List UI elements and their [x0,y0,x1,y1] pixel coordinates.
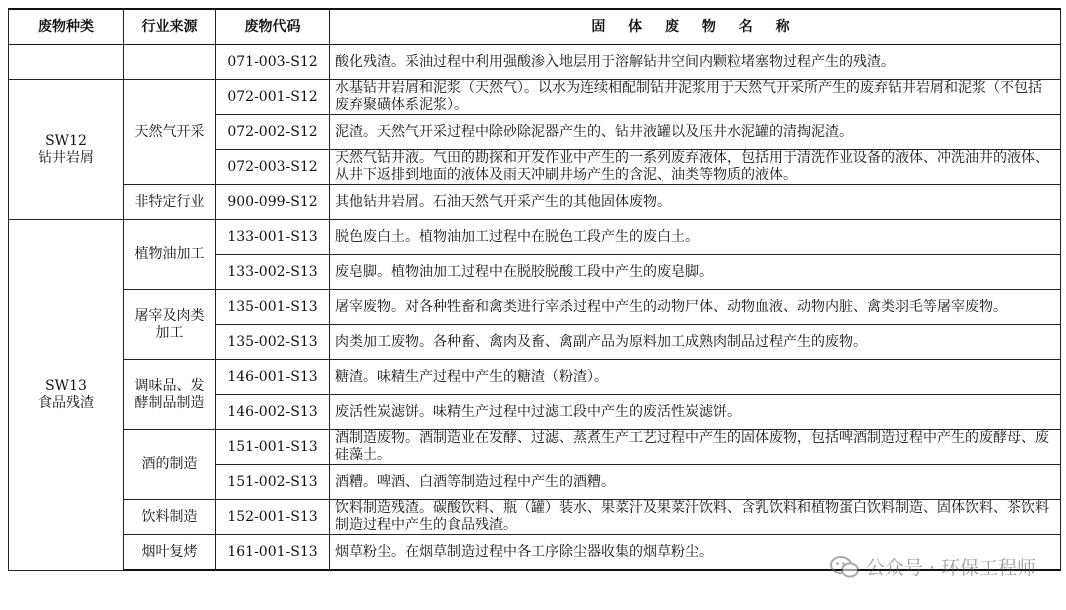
table-row [9,430,1061,465]
waste-code: 151-001-S13 [216,430,330,465]
category-code: SW12 [45,132,87,149]
waste-code: 133-002-S13 [216,255,330,290]
industry-cell: 天然气开采 [124,80,216,185]
waste-description: 脱色废白土。植物油加工过程中在脱色工段产生的废白土。 [330,220,1061,255]
table-row [9,80,1061,115]
waste-code: 072-002-S12 [216,115,330,150]
waste-table [8,8,1061,571]
table-row [9,535,1061,571]
header-name: 固 体 废 物 名 称 [330,9,1061,45]
header-code: 废物代码 [216,9,330,45]
waste-code: 146-002-S13 [216,395,330,430]
waste-code: 161-001-S13 [216,535,330,571]
watermark-text: 公众号 · 环保工程师 [865,557,1036,579]
category-cell-sw12 [9,80,124,220]
waste-code: 151-002-S13 [216,465,330,500]
header-row [9,9,1061,45]
waste-code: 135-001-S13 [216,290,330,325]
table-row [9,360,1061,395]
waste-description: 屠宰废物。对各种牲畜和禽类进行宰杀过程中产生的动物尸体、动物血液、动物内脏、禽类羽毛等屠宰废物。 [330,290,1061,325]
waste-description: 天然气钻井液。气田的勘探和开发作业中产生的一系列废弃液体，包括用于清洗作业设备的液体、冲洗油井的液体、从井下返排到地面的液体及雨天冲刷井场产生的含泥、油类等物质的液体。 [330,150,1061,185]
waste-description: 肉类加工废物。各种畜、禽肉及畜、禽副产品为原料加工成熟肉制品过程产生的废物。 [330,325,1061,360]
industry-cell: 非特定行业 [124,185,216,220]
industry-cell: 调味品、发酵制品制造 [124,360,216,430]
industry-cell: 烟叶复烤 [124,535,216,571]
waste-description: 泥渣。天然气开采过程中除砂除泥器产生的、钻井液罐以及压井水泥罐的清掏泥渣。 [330,115,1061,150]
waste-description: 废皂脚。植物油加工过程中在脱胶脱酸工段中产生的废皂脚。 [330,255,1061,290]
waste-description: 废活性炭滤饼。味精生产过程中过滤工段中产生的废活性炭滤饼。 [330,395,1061,430]
table-row [9,45,1061,80]
table-row [9,220,1061,255]
table-row [9,290,1061,325]
waste-description: 酒糟。啤酒、白酒等制造过程中产生的酒糟。 [330,465,1061,500]
header-category: 废物种类 [9,9,124,45]
waste-code: 072-001-S12 [216,80,330,115]
table-row [9,185,1061,220]
industry-cell: 植物油加工 [124,220,216,290]
waste-code: 152-001-S13 [216,500,330,535]
waste-description: 酸化残渣。采油过程中利用强酸渗入地层用于溶解钻井空间内颗粒堵塞物过程产生的残渣。 [330,45,1061,80]
header-industry: 行业来源 [124,9,216,45]
category-cell-sw13 [9,220,124,571]
industry-cell-empty [124,45,216,80]
waste-code: 146-001-S13 [216,360,330,395]
waste-description: 烟草粉尘。在烟草制造过程中各工序除尘器收集的烟草粉尘。 [330,535,1061,571]
category-name: 钻井岩屑 [38,149,94,166]
waste-description: 其他钻井岩屑。石油天然气开采产生的其他固体废物。 [330,185,1061,220]
waste-description: 水基钻井岩屑和泥浆（天然气）。以水为连续相配制钻井泥浆用于天然气开采所产生的废弃钻井岩屑和泥浆（不包括废弃聚磺体系泥浆）。 [330,80,1061,115]
waste-description: 饮料制造残渣。碳酸饮料、瓶（罐）装水、果菜汁及果菜汁饮料、含乳饮料和植物蛋白饮料制造、固体饮料、茶饮料制造过程中产生的食品残渣。 [330,500,1061,535]
category-name: 食品残渣 [38,394,94,411]
waste-code: 071-003-S12 [216,45,330,80]
category-code: SW13 [45,377,87,394]
industry-cell: 饮料制造 [124,500,216,535]
industry-cell: 酒的制造 [124,430,216,500]
waste-code: 133-001-S13 [216,220,330,255]
waste-code: 135-002-S13 [216,325,330,360]
waste-code: 900-099-S12 [216,185,330,220]
table-row [9,500,1061,535]
industry-cell: 屠宰及肉类加工 [124,290,216,360]
waste-description: 糖渣。味精生产过程中产生的糖渣（粉渣）。 [330,360,1061,395]
waste-code: 072-003-S12 [216,150,330,185]
category-cell-empty [9,45,124,80]
waste-description: 酒制造废物。酒制造业在发酵、过滤、蒸煮生产工艺过程中产生的固体废物，包括啤酒制造过程中产生的废酵母、废硅藻土。 [330,430,1061,465]
